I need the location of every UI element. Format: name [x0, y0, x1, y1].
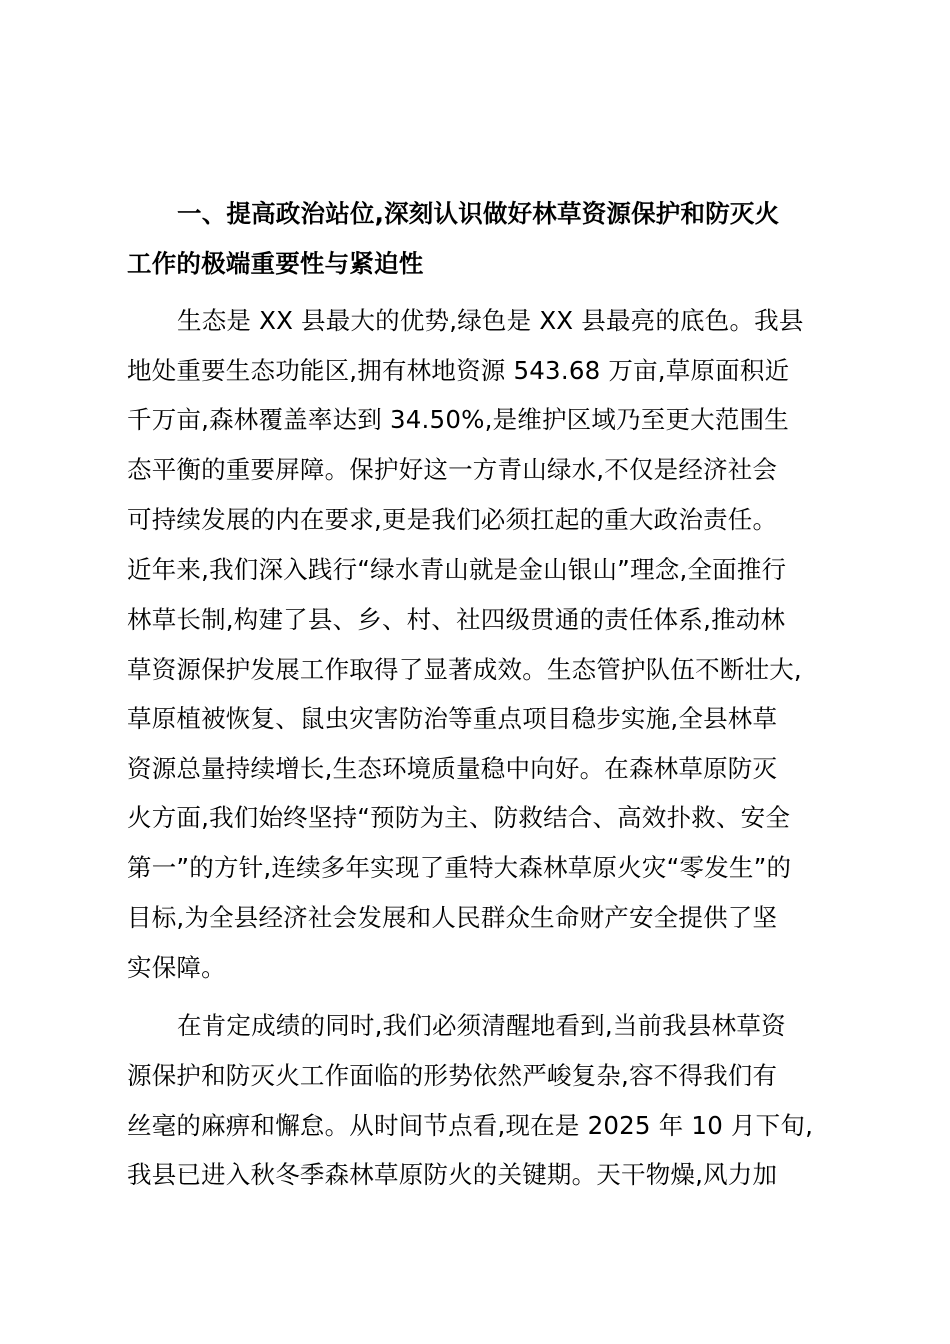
paragraph-line: 第一”的方针,连续多年实现了重特大森林草原火灾“零发生”的 [127, 853, 792, 882]
paragraph-line: 草原植被恢复、鼠虫灾害防治等重点项目稳步实施,全县林草 [127, 704, 778, 733]
paragraph-line: 在肯定成绩的同时,我们必须清醒地看到,当前我县林草资 [177, 1011, 786, 1040]
paragraph-line: 草资源保护发展工作取得了显著成效。生态管护队伍不断壮大, [127, 655, 802, 684]
paragraph-line: 源保护和防灭火工作面临的形势依然严峻复杂,容不得我们有 [127, 1061, 778, 1090]
paragraph-line: 火方面,我们始终坚持“预防为主、防救结合、高效扑救、安全 [127, 803, 791, 832]
paragraph-line: 可持续发展的内在要求,更是我们必须扛起的重大政治责任。 [127, 505, 778, 534]
paragraph-line: 林草长制,构建了县、乡、村、社四级贯通的责任体系,推动林 [127, 605, 786, 634]
paragraph-line: 近年来,我们深入践行“绿水青山就是金山银山”理念,全面推行 [127, 555, 787, 584]
paragraph-line: 我县已进入秋冬季森林草原防火的关键期。天干物燥,风力加 [127, 1160, 778, 1189]
heading-line: 工作的极端重要性与紧迫性 [127, 249, 424, 278]
paragraph-line: 千万亩,森林覆盖率达到 34.50%,是维护区域乃至更大范围生 [127, 405, 789, 434]
paragraph-line: 地处重要生态功能区,拥有林地资源 543.68 万亩,草原面积近 [127, 356, 790, 385]
paragraph-line: 资源总量持续增长,生态环境质量稳中向好。在森林草原防灭 [127, 754, 778, 783]
paragraph-line: 态平衡的重要屏障。保护好这一方青山绿水,不仅是经济社会 [127, 455, 778, 484]
paragraph-line: 丝毫的麻痹和懈怠。从时间节点看,现在是 2025 年 10 月下旬, [127, 1111, 814, 1140]
paragraph-line: 实保障。 [127, 953, 226, 982]
paragraph-line: 生态是 XX 县最大的优势,绿色是 XX 县最亮的底色。我县 [177, 306, 804, 335]
heading-line: 一、提高政治站位,深刻认识做好林草资源保护和防灭火 [177, 199, 780, 228]
paragraph-line: 目标,为全县经济社会发展和人民群众生命财产安全提供了坚 [127, 903, 778, 932]
